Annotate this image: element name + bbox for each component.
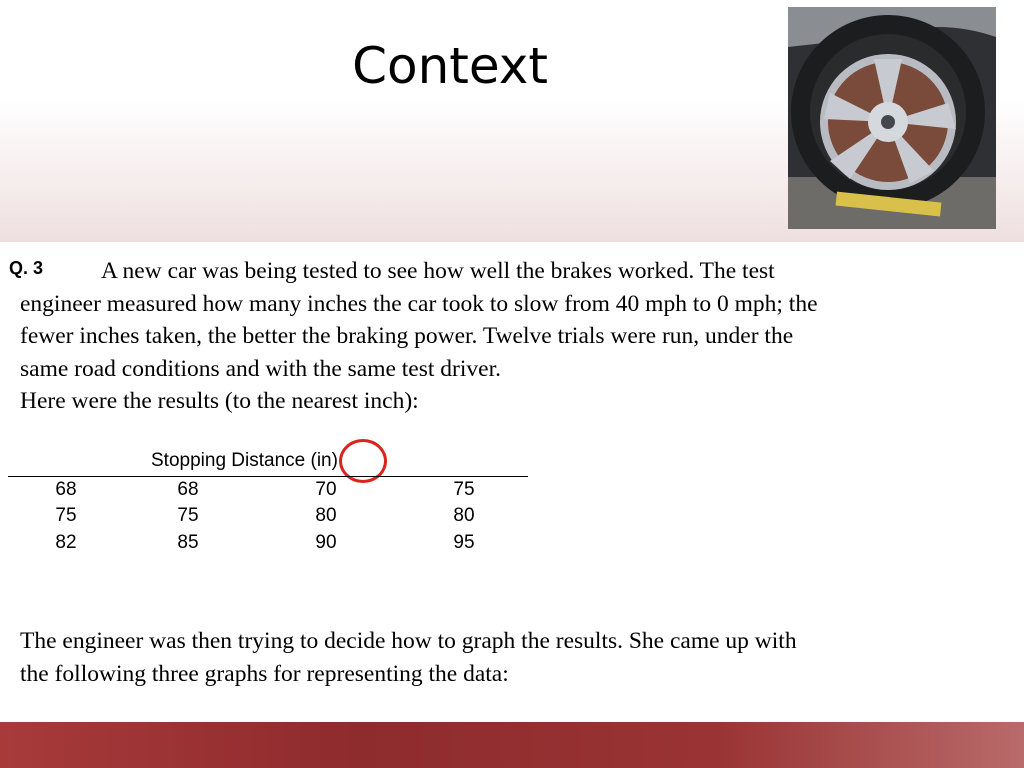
question-label: Q. 3: [9, 258, 44, 278]
outro-line: the following three graphs for representing the data:: [20, 660, 509, 687]
table-cell: 75: [177, 505, 199, 526]
table-cell: 85: [177, 532, 199, 553]
intro-paragraph: [20, 255, 1010, 418]
intro-line: Here were the results (to the nearest inch):: [20, 388, 419, 414]
table-cell: 80: [453, 505, 475, 526]
intro-line: A new car was being tested to see how well the brakes worked. The test: [101, 258, 775, 284]
intro-line: fewer inches taken, the better the braking power. Twelve trials were run, under the: [20, 323, 794, 349]
intro-line: same road conditions and with the same test driver.: [20, 355, 501, 382]
table-cell: 68: [55, 479, 77, 500]
outro-paragraph: [20, 625, 1010, 690]
table-cell: 75: [453, 479, 475, 500]
car-wheel-photo-icon: [788, 7, 996, 229]
slide-title: Context: [352, 37, 548, 95]
table-cell: 90: [315, 532, 337, 553]
table-cell: 75: [55, 505, 77, 526]
table-title: Stopping Distance (in): [151, 450, 338, 471]
table-cell: 68: [177, 479, 199, 500]
table-cell: 95: [453, 532, 475, 553]
table-cell: 82: [55, 532, 77, 553]
footer-band: [0, 722, 1024, 768]
table-cell: 80: [315, 505, 337, 526]
intro-line: engineer measured how many inches the car took to slow from 40 mph to 0 mph; the: [20, 290, 818, 317]
table-cell: 70: [315, 479, 337, 500]
outro-line: The engineer was then trying to decide how to graph the results. She came up with: [20, 628, 797, 654]
